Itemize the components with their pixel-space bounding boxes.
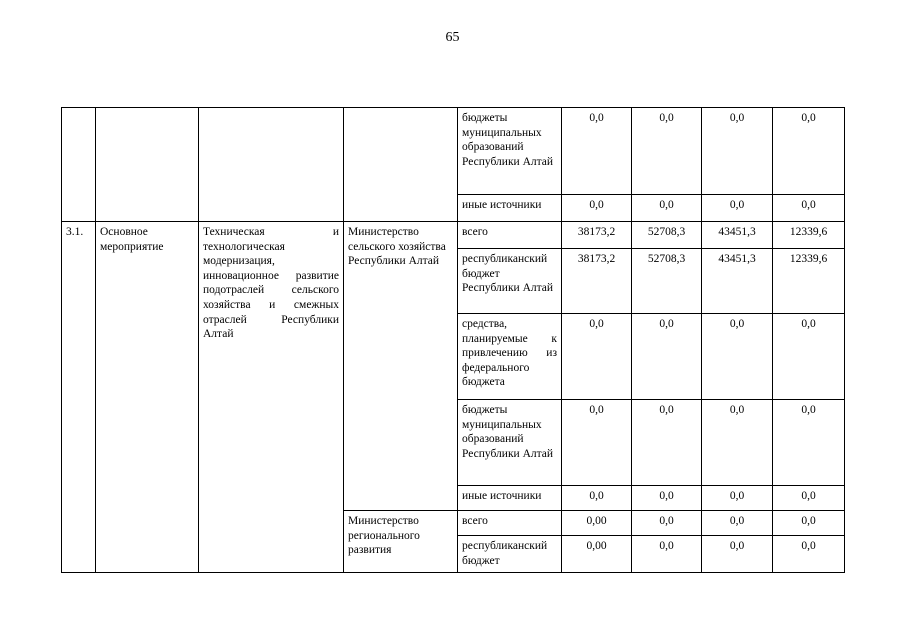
- budget-table: [61, 107, 845, 573]
- value-cell: 0,0: [632, 536, 702, 573]
- executor-cell-empty: [344, 108, 458, 222]
- funding-source-cell: иные источники: [458, 486, 562, 511]
- item-name-cell: Техническая и технологическая модернизация, инновационное развитие подотраслей сельского хозяйства и смежных отраслей Республики Алтай: [199, 222, 344, 573]
- funding-source-cell: бюджеты муниципальных образований Республики Алтай: [458, 108, 562, 195]
- value-cell: 0,0: [773, 511, 845, 536]
- name-cell-empty: [199, 108, 344, 222]
- value-cell: 0,00: [562, 536, 632, 573]
- value-cell: 0,0: [562, 400, 632, 486]
- value-cell: 0,0: [773, 486, 845, 511]
- value-cell: 0,0: [562, 195, 632, 222]
- value-cell: 43451,3: [702, 249, 773, 314]
- value-cell: 12339,6: [773, 249, 845, 314]
- status-cell-empty: [96, 108, 199, 222]
- value-cell: 0,0: [632, 511, 702, 536]
- value-cell: 0,0: [632, 108, 702, 195]
- funding-source-cell: республиканский бюджет Республики Алтай: [458, 249, 562, 314]
- item-number-cell: 3.1.: [62, 222, 96, 573]
- table-row: [62, 222, 845, 249]
- value-cell: 38173,2: [562, 222, 632, 249]
- number-cell-empty: [62, 108, 96, 222]
- value-cell: 0,0: [562, 314, 632, 400]
- funding-source-cell: республиканский бюджет: [458, 536, 562, 573]
- value-cell: 0,0: [702, 486, 773, 511]
- page-number: 65: [445, 30, 460, 45]
- value-cell: 0,0: [562, 108, 632, 195]
- funding-source-cell: всего: [458, 222, 562, 249]
- funding-source-cell: всего: [458, 511, 562, 536]
- executor-cell: Министерство сельского хозяйства Республики Алтай: [344, 222, 458, 511]
- funding-source-cell: бюджеты муниципальных образований Республики Алтай: [458, 400, 562, 486]
- funding-source-cell: иные источники: [458, 195, 562, 222]
- funding-source-cell: средства, планируемые к привлечению из федерального бюджета: [458, 314, 562, 400]
- value-cell: 0,0: [632, 314, 702, 400]
- executor-cell: Министерство регионального развития: [344, 511, 458, 573]
- value-cell: 0,0: [773, 314, 845, 400]
- value-cell: 0,0: [702, 536, 773, 573]
- value-cell: 52708,3: [632, 249, 702, 314]
- value-cell: 0,0: [562, 486, 632, 511]
- value-cell: 12339,6: [773, 222, 845, 249]
- value-cell: 0,0: [773, 536, 845, 573]
- value-cell: 0,0: [632, 486, 702, 511]
- value-cell: 0,0: [632, 400, 702, 486]
- value-cell: 0,0: [702, 195, 773, 222]
- value-cell: 0,0: [702, 314, 773, 400]
- table-row: [62, 108, 845, 195]
- value-cell: 43451,3: [702, 222, 773, 249]
- value-cell: 0,0: [702, 400, 773, 486]
- value-cell: 0,0: [773, 400, 845, 486]
- value-cell: 0,00: [562, 511, 632, 536]
- value-cell: 52708,3: [632, 222, 702, 249]
- value-cell: 0,0: [632, 195, 702, 222]
- value-cell: 0,0: [773, 108, 845, 195]
- value-cell: 38173,2: [562, 249, 632, 314]
- value-cell: 0,0: [702, 511, 773, 536]
- value-cell: 0,0: [702, 108, 773, 195]
- item-status-cell: Основное мероприятие: [96, 222, 199, 573]
- value-cell: 0,0: [773, 195, 845, 222]
